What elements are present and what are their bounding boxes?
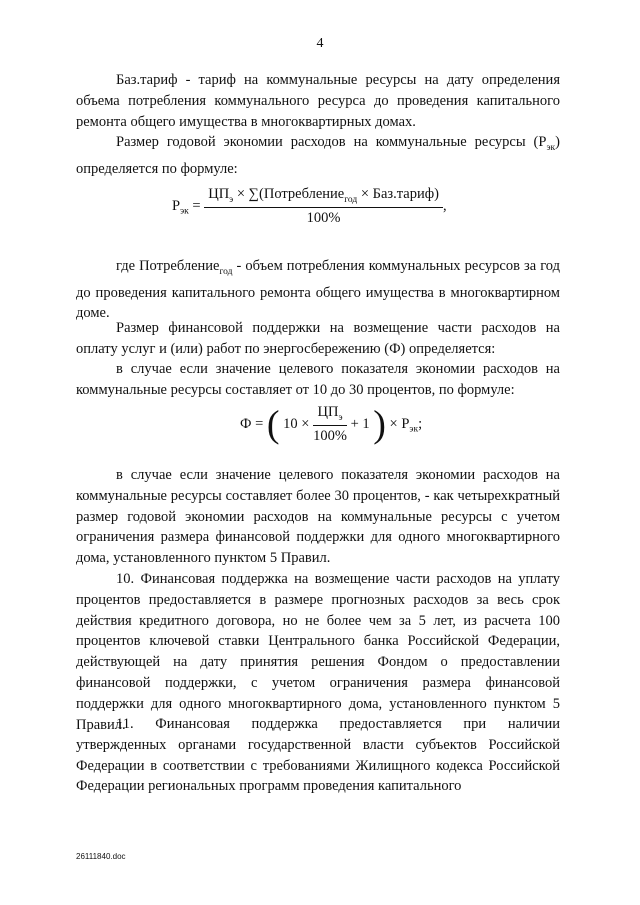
formula-lhs-sub: эк — [180, 206, 189, 217]
formula-eq: = — [192, 197, 201, 214]
paragraph-annual-savings — [76, 132, 560, 179]
page-number: 4 — [316, 36, 324, 51]
formula-fraction — [204, 186, 443, 227]
paragraph-financial-support: Размер финансовой поддержки на возмещение части расходов на оплату услуг и (или) работ по энергосбережению (Ф) определяется: — [76, 320, 560, 357]
paragraph-text-tail: - объем потребления коммунальных ресурсов за год до проведения капитального ремонта общего имущества в многоквартирном доме. — [76, 258, 560, 322]
formula-lparen: ( — [266, 403, 280, 446]
paragraph-text-tail: ) определяется по формуле: — [76, 134, 560, 177]
footer-filename: 26111840.doc — [76, 852, 126, 861]
formula-tail: ; — [418, 415, 423, 432]
paragraph-item-11: 11. Финансовая поддержка предоставляется при наличии утвержденных органами государственной власти субъектов Российской Федерации в соответствии с требованиями Жилищного кодекса Российской Федерации региональных программ проведения капитального — [76, 716, 560, 795]
formula-annual-savings — [172, 186, 447, 227]
formula-rparen: ) — [373, 403, 386, 446]
formula-fraction — [313, 404, 347, 445]
formula-coef: 10 × — [283, 415, 310, 432]
formula-numerator: $ЦП_э$ — [313, 404, 347, 426]
formula-lhs: Ф = — [240, 415, 264, 432]
formula-times: × Р — [389, 415, 410, 432]
paragraph-item-10: 10. Финансовая поддержка на возмещение части расходов на уплату процентов предоставляется в размере прогнозных расходов за весь срок действия кредитного договора, но не более чем за 5 лет, из расчета 100 процентов ключевой ставки Центрального банка Российской Федерации, действующей на дату принятия решения Фондом о предоставлении финансовой поддержки, с учетом ограничения размера финансовой поддержки для одного многоквартирного дома, установленного пунктом 5 Правил. — [76, 571, 560, 733]
formula-denominator: 100% — [306, 209, 341, 226]
formula-plus: + 1 — [350, 415, 370, 432]
paragraph-consumption — [76, 256, 560, 324]
paragraph-text: Размер годовой экономии расходов на коммунальные ресурсы (Р — [116, 134, 547, 150]
formula-r-sub: эк — [409, 424, 419, 435]
formula-denominator: 100% — [313, 427, 347, 444]
formula-lhs: Р — [172, 197, 181, 214]
subscript: год — [219, 266, 233, 277]
paragraph-baz-tarif: Баз.тариф - тариф на коммунальные ресурсы на дату определения объема потребления коммунального ресурса до проведения капитального ремонта общего имущества в многоквартирных домах. — [76, 72, 560, 130]
formula-tail: , — [442, 197, 447, 214]
paragraph-10-30-percent: в случае если значение целевого показателя экономии расходов на коммунальные ресурсы составляет от 10 до 30 процентов, по формуле: — [76, 361, 560, 398]
formula-financial-support — [240, 404, 422, 445]
paragraph-text: где Потребление — [116, 258, 220, 274]
paragraph-over-30-percent: в случае если значение целевого показателя экономии расходов на коммунальные ресурсы составляет более 30 процентов, - как четырехкратный размер годовой экономии расходов на коммунальные ресурсы с учетом ограничения размера финансовой поддержки для одного многоквартирного дома, установленного пунктом 5 Правил. — [76, 467, 560, 567]
subscript: эк — [546, 142, 556, 153]
formula-numerator: $ЦП_э$ × ∑(Потребление$_{год}$ × Баз.тариф) — [204, 186, 443, 208]
